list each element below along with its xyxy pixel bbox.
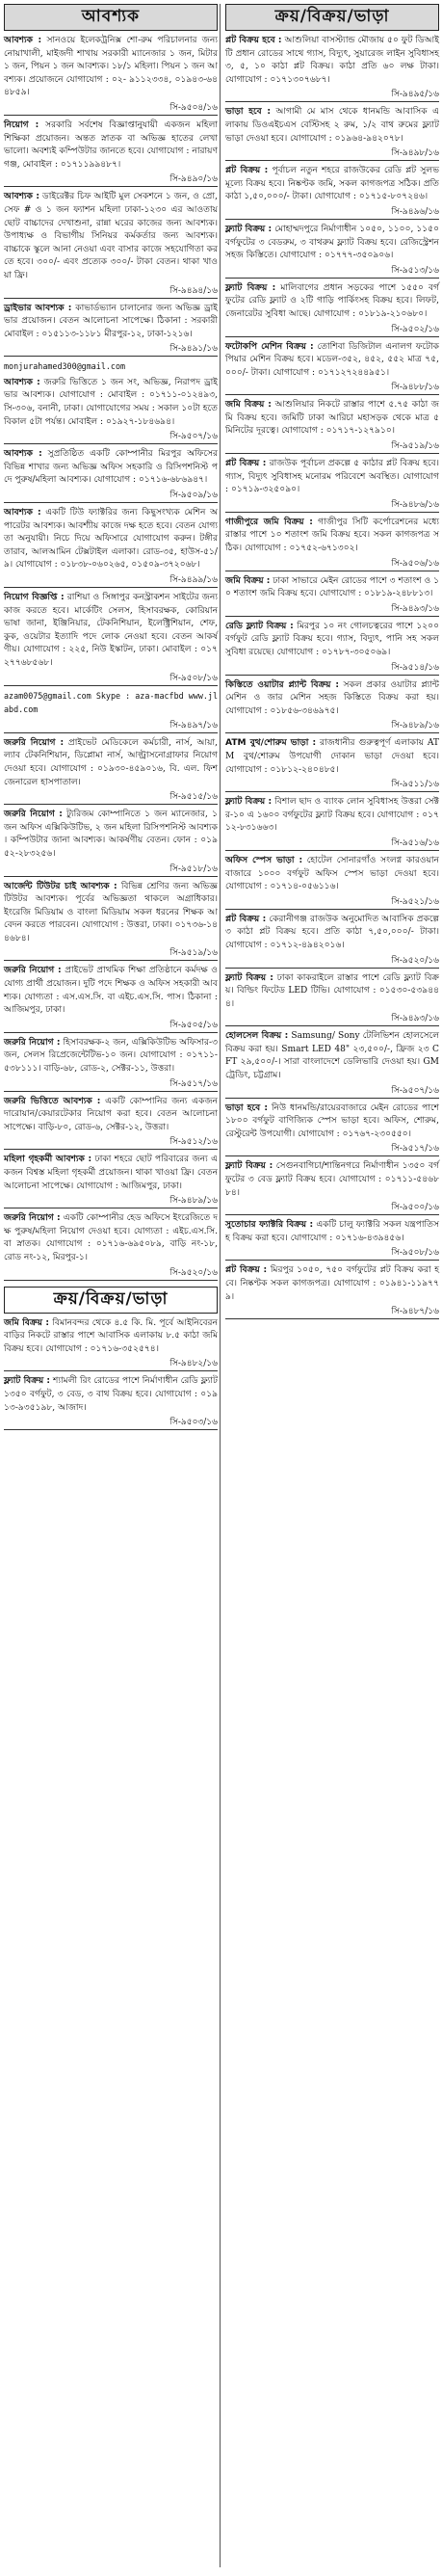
classified-ad — [225, 1160, 439, 1200]
ad-title: হোলসেল বিক্রয় : — [225, 1031, 289, 1042]
ad-body: ঢাকা কাকরাইলে রাস্তার পাশে রেডি ফ্ল্যাট বিক্রয়। বিল্ডিং ফিটেড LED টিভি। যোগাযোগ : ০১৫৩০-৫৩৯৪৪৪। — [225, 972, 439, 1009]
ad-code: সি-৯৫২১/১৬ — [225, 896, 439, 910]
buy-sell-ads-list — [225, 35, 439, 1319]
ad-title: ফ্ল্যাট বিক্রয় : — [4, 1376, 51, 1387]
ad-body: পূর্বাচল নতুন শহরে রাজউকের রেডি প্লট সুলভ মূল্যে বিক্রয় হবে। নিষ্কণ্টক জমি, সকল কাগজপত্র সঠিক। প্রতি কাঠা ১,৫০,০০০/- টাকা। যোগাযোগ : ০১৭১৫-৮০৭২৪৬। — [225, 166, 439, 202]
ad-body: গাজীপুর সিটি কর্পোরেশনের মধ্যে রাস্তার পাশে ১০ শতাংশ জমি বিক্রয় হবে। সকল কাগজপত্র সঠিক। যোগাযোগ : ০১৭৫২-৬৭১৩০২। — [225, 517, 439, 554]
classified-ad — [225, 855, 439, 894]
classified-ad — [225, 621, 439, 660]
ad-body: তোশিবা ডিজিটাল এনালগ ফটোকপিয়ার মেশিন বিক্রয় হবে। মডেল-৩৫২, ৪৫২, ৫৫২ মাত্র ৭৫,০০০/- টাকা। যোগাযোগ : ০১৭১২৭২৪৪৯৫১। — [225, 341, 440, 378]
ad-title: প্লট বিক্রয় : — [225, 914, 267, 924]
ad-code: সি-৯৪৯৩/১৬ — [225, 603, 439, 617]
ad-body: মিরপুর ১০ নং গোলচত্বরের পাশে ১২০০ বর্গফুট রেডি ফ্ল্যাট বিক্রয় হবে। গ্যাস, বিদ্যুৎ, পানি সহ সকল সুবিধা রয়েছে। যোগাযোগ : ০১৭৮৭-৩০৫০৬৯। — [225, 621, 439, 657]
classified-ad — [4, 965, 218, 1017]
ad-title: জরুরি নিয়োগ : — [4, 1213, 61, 1224]
ad-body: হিসাবরক্ষক-২ জন, এক্সিকিউটিভ অফিসার-৩ জন, সেলস রিপ্রেজেন্টেটিভ-১০ জন। যোগাযোগ : ০১৭১১-৫৩৮১১১। বাড়ি-৬৮, রোড-২, সেক্টর-১১, উত্তরা। — [4, 1037, 218, 1075]
ad-code: সি-৯৫০৭/১৬ — [225, 1085, 439, 1099]
ad-code: সি-৯৫০২/১৬ — [225, 324, 439, 337]
classified-ad — [225, 796, 439, 836]
ad-body: সেগুনবাগিচা/শান্তিনগরে নির্মাণাধীন ১৩৫০ বর্গফুটের ৩ বেড ফ্ল্যাট বিক্রয় হবে। যোগাযোগ : ০১৭১১-৫৪৬৮৮৪। — [225, 1161, 439, 1198]
ad-code: সি-৯৫০৮/১৬ — [4, 673, 218, 686]
classified-ad — [4, 592, 218, 671]
classified-ad — [4, 690, 218, 718]
section-header-wanted: আবশ্যক — [4, 4, 218, 31]
classified-ad — [4, 1212, 218, 1264]
ad-title: ATM বুথ/শোরুম ভাড়া : — [225, 738, 317, 749]
ad-title: আবশ্যক : — [4, 36, 42, 45]
ad-code: সি-৯৫১৪/১৬ — [225, 662, 439, 676]
ad-title: নিয়োগ : — [4, 120, 39, 130]
ad-code: সি-৯৪৯৭/১৬ — [4, 720, 218, 733]
ad-title: ফ্ল্যাট বিক্রয় : — [225, 282, 276, 293]
classified-ad — [225, 1030, 439, 1082]
classified-ad — [225, 575, 439, 601]
ad-body: আগামী মে মাস থেকে ধানমন্ডি আবাসিক এলাকায় ডিওএইচএস বেস্টিসহ ২ রুম, ১/২ বাথ রুমের ফ্ল্যাট ভাড়া দেওয়া হবে। যোগাযোগ : ০১৯৬৪-৯৪২০৭৮। — [225, 107, 439, 144]
ad-body: একটি টিউ ফ্যাক্টরির জন্য কিছুসংখ্যক মেশিন অপারেটর আবশ্যক। আবশ্যীয় কাজে দক্ষ হতে হবে। বেতন যোগ্যতা অনুযায়ী। নিচে দিয়ে অফিসারে যোগাযোগ করুন। টঙ্গীর তারাব, আলআমিন টেক্সটাইল এলাকা। রোড-৩৫, হাউস-৫১/৯। যোগাযোগ : ০১৮৩৮-০৬০২৬৫, ০১৫০৯-৩৭২০৬৮। — [4, 508, 218, 571]
ad-body: রাশিয়া ও সিঙ্গাপুর কনস্ট্রাকশন সাইটের জন্য কাজ করতে হবে। মার্কেটিং সেলস, হিসাবরক্ষক, কোরিয়ান ভাষা জানা, ইঞ্জিনিয়ার, টেকনিশিয়ান, ইলেক্ট্রিশিয়ান, শেফ, কুক, ওয়েটার ইত্যাদি পদে লোক নেওয়া হবে। বেতন আকর্ষণীয়। যোগাযোগ : ২২৫, নিউ ইস্কাটন, ঢাকা। মোবাইল : ০১৭২৭৭৬৮৫৬৮। — [4, 593, 218, 668]
ad-title: ভাড়া হবে : — [225, 107, 272, 118]
classified-ad — [225, 1219, 439, 1245]
ad-code: সি-৯৫০৯/১৬ — [4, 490, 218, 503]
ad-code: সি-৯৫১৫/১৬ — [4, 791, 218, 805]
ad-code: সি-৯৪৯১/১৬ — [4, 343, 218, 357]
ad-title: জমি বিক্রয় : — [225, 575, 271, 586]
ad-body: জরুরি ভিত্তিতে ১ জন সং, অভিজ্ঞ, নিরাপদ ড্রাইভার আবশ্যক। যোগাযোগ : মোবাইল : ০১৭১১-০১২৪৯৩, সি-৩০৬, বনানী, ঢাকা। যোগাযোগের সময় : সকাল ১০টা হতে বিকাল ৫টা পর্যন্ত। মোবাইল : ০১৯২৭-১৮৪৬৯৪। — [4, 377, 218, 427]
ad-title: ফ্ল্যাট বিক্রয় : — [225, 224, 273, 234]
classified-ad — [225, 341, 439, 381]
classified-ad — [4, 303, 218, 342]
ad-body: একটি কোম্পানির জন্য একজন দারোয়ান/কেয়ারটেকার নিয়োগ করা হবে। বেতন আলোচনা সাপেক্ষে। বাড়ি-৮০, রোড-৬, সেক্টর-১২, উত্তরা। — [4, 1096, 218, 1132]
ad-code: সি-৯৫১৬/১৬ — [225, 837, 439, 851]
ad-code: সি-৯৪৮৬/১৬ — [225, 499, 439, 513]
ad-body: নিউ ধানমন্ডি/রায়েরবাজারে মেইন রোডের পাশে ১৮০০ বর্গফুট বাণিজ্যিক স্পেস ভাড়া হবে। অফিস, শোরুম, রেস্টুরেন্ট উপযোগী। যোগাযোগ : ০১৭৬৭-২৩০৫৫০। — [225, 1102, 439, 1139]
ad-title: ড্রাইভার আবশ্যক : — [4, 303, 72, 313]
ad-code: সি-৯৪৯০/১৬ — [4, 173, 218, 187]
ad-body: রাজধানীর গুরুত্বপূর্ণ এলাকায় ATM বুথ/শোরুম উপযোগী দোকান ভাড়া দেওয়া হবে। যোগাযোগ : ০১৮১২-২৪০৪৮৫। — [225, 738, 440, 775]
ad-body: বিভিন্ন শ্রেণির জন্য অভিজ্ঞ টিউটর আবশ্যক। পূর্বের অভিজ্ঞতা থাকলে অগ্রাধিকার। ইংরেজি মিডিয়াম ও বাংলা মিডিয়াম সকল ধরনের শিক্ষক আবেদন করতে পারবেন। যোগাযোগ : উত্তরা, ঢাকা। ০১৭৩৬-১৪৪৬৮৪। — [4, 881, 218, 943]
classified-ad — [4, 737, 218, 789]
classified-ad — [4, 377, 218, 429]
ad-code: সি-৯৪৯৬/১৬ — [225, 206, 439, 220]
classified-ad — [4, 191, 218, 282]
ad-title: গাজীপুরে জমি বিক্রয় : — [225, 517, 313, 527]
classified-ad — [4, 1037, 218, 1076]
ad-body: রাজউক পূর্বাচল প্রকল্পে ৫ কাঠার প্লট বিক্রয় হবে। গ্যাস, বিদ্যুৎ সুবিধাসহ মনোরম পরিবেশে অবস্থিত। যোগাযোগ : ০১৭১৯-৩২৫০৯০। — [225, 459, 439, 495]
ad-body: আশুলিয়ার নিকটে রাস্তার পাশে ৫.৭৫ কাঠা জমি বিক্রয় হবে। জমিটি ঢাকা আরিচা মহাসড়ক থেকে মাত্র ৫ মিনিটের দূরত্বে। যোগাযোগ : ০১৭১৭-১২৭৯১০। — [225, 400, 439, 437]
ad-code: সি-৯৫০৮/১৬ — [225, 1247, 439, 1261]
column-divider — [220, 4, 221, 2567]
ad-code: সি-৯৫০৫/১৬ — [4, 1020, 218, 1033]
ad-code: সি-৯৫১১/১৬ — [225, 779, 439, 792]
ad-title: ফ্ল্যাট বিক্রয় : — [225, 797, 273, 808]
classified-ad — [225, 1102, 439, 1142]
ad-body: সুপ্রতিষ্ঠিত একটি কোম্পানীর মিরপুর অফিসের বিভিন্ন শাখার জন্য অভিজ্ঞ অফিস সহকারি ও রিসিপশনিস্ট পদে পুরুষ/মহিলা আবশ্যক। যোগাযোগ : ০১৭১৬-৬৮৬৯৪৭। — [4, 449, 218, 486]
classified-ad — [225, 972, 439, 1012]
ad-body: একটি কোম্পানীর হেড অফিসে ইংরেজিতে দক্ষ পুরুষ/মহিলা নিয়োগ দেওয়া হবে। যোগ্যতা : এইচ.এস.সি. বা স্নাতক। যোগাযোগ : ০১৭১৬-৬৯৫০৮৯, বাড়ি নং-১৮, রোড নং-১২, মিরপুর-১। — [4, 1213, 218, 1262]
ad-title: কিস্তিতে ওয়াটার প্ল্যান্ট বিক্রয় : — [225, 679, 339, 690]
ad-title: মহিলা গৃহকর্মী আবশ্যক : — [4, 1155, 92, 1165]
ad-code: সি-৯৪৮২/১৬ — [4, 1358, 218, 1371]
ad-title: আর্জেন্ট টিউটর চাই আবশ্যক : — [4, 881, 117, 891]
ad-code: সি-৯৪৯৮/১৬ — [225, 147, 439, 161]
ad-body: সকল প্রকার ওয়াটার প্ল্যান্ট মেশিন ও জার মেশিন সহজ কিস্তিতে বিক্রয় করা হয়। যোগাযোগ : ০১৮৫৬-৩৪৬৯৭৫। — [225, 679, 439, 716]
ad-body: মালিবাগের প্রধান সড়কের পাশে ১৫৫০ বর্গফুটের রেডি ফ্ল্যাট ও ২টি গাড়ি পার্কিংসহ বিক্রয় হবে। লিফট, জেনারেটর সুবিধা আছে। যোগাযোগ : ০১৮১৯-২১০৬৮০। — [225, 282, 439, 319]
ad-title: ফটোকপি মেশিন বিক্রয় : — [225, 341, 314, 352]
ad-code: সি-৯৫০৭/১৬ — [4, 431, 218, 444]
ad-body: প্রাইভেট মেডিকেলে কর্মচারী, নার্স, আয়া, ল্যাব টেকনিশিয়ান, ডিপ্লোমা নার্স, আল্ট্রাসনোগ্রাফার নিয়োগ দেওয়া হবে। যোগাযোগ : ০১৯৩০-৪৫৯০১৬, বি. এল. ফিশ জেনারেল হাসপাতাল। — [4, 737, 218, 787]
ad-code: সি-৯৫০০/১৬ — [225, 1202, 439, 1215]
ad-title: প্লট বিক্রয় : — [225, 1265, 268, 1276]
ad-code: সি-৯৫১৩/১৬ — [225, 265, 439, 279]
ad-code: সি-৯৪৮৯/১৬ — [4, 1195, 218, 1208]
classified-ad — [4, 507, 218, 572]
classified-ad — [4, 1154, 218, 1193]
ad-title: জরুরি নিয়োগ : — [4, 810, 63, 820]
right-column — [225, 4, 439, 1323]
ad-body: প্রাইভেট প্রাথমিক শিক্ষা প্রতিষ্ঠানে কর্মদক্ষ ও যোগ্য প্রার্থী প্রয়োজন। দুটি পদে শিক্ষক ও অফিস সহকারী আবশ্যক। যোগ্যতা : এস.এস.সি. বা এইচ.এস.সি. পাস। ঠিকানা : আজিমপুর, ঢাকা। — [4, 966, 218, 1016]
ad-title: ফ্ল্যাট বিক্রয় : — [225, 1161, 273, 1172]
ad-body: সানওয়ে ইলেকট্রনিক্স শো-রুম পরিচালনার জন্য নোয়াখালী, মাইজদী শাখায় সরকারী ম্যানেজার ১ জন, মিটার ১ জন, পিয়ন ১ জন আবশ্যক। ১৮/১ মহিলা। পিয়ন ১ জন আবশ্যক। প্রয়োজনে যোগাযোগ : ০২- ৯১১২৩৩৪, ০১৯৪৩-৬৪৪৮৫৯। — [4, 36, 218, 98]
classified-ad — [225, 679, 439, 719]
ad-code: সি-৯৫১৯/১৬ — [4, 947, 218, 961]
ad-body: ঢাকা সাভারে মেইন রোডের পাশে ৩ শতাংশ ও ১০ শতাংশ জমি বিক্রয় হবে। যোগাযোগ : ০১৮১৯-২৪৮৮১৩। — [225, 575, 439, 599]
classified-ad — [225, 35, 439, 87]
ad-code: সি-৯৪৮৯/১৬ — [225, 720, 439, 733]
classified-ad — [4, 120, 218, 172]
classified-ad — [225, 737, 439, 777]
classified-ad — [225, 282, 439, 322]
ad-title: প্লট বিক্রয় হবে : — [225, 36, 282, 45]
ad-title: আবশ্যক : — [4, 377, 40, 387]
ad-body: হোটেল সোনারগাঁও সংলগ্ন কারওয়ান বাজারে ১০০০ বর্গফুট অফিস স্পেস ভাড়া দেওয়া হবে। যোগাযোগ : ০১৭১৪-০৫৬১১৬। — [225, 855, 439, 892]
ad-body: শ্যামলী রিং রোডের পাশে নির্মাণাধীন রেডি ফ্ল্যাট ১৩৫০ বর্গফুট, ৩ বেড, ৩ বাথ বিক্রয় হবে। যোগাযোগ : ০১৯১৩-৯৩৫১৯৮, আজাদ। — [4, 1376, 218, 1413]
ad-code: সি-৯৪৮৭/১৬ — [225, 1306, 439, 1319]
ad-email[interactable]: monjurahamed300@gmail.com — [4, 361, 126, 372]
classified-ad — [225, 106, 439, 146]
wanted-ads-list — [4, 35, 218, 1281]
ad-code: সি-৯৫০৩/১৬ — [4, 1417, 218, 1430]
ad-code: সি-৯৫১৭/১৬ — [4, 1078, 218, 1092]
ad-body: মিরপুর ১০৫০, ৭৫০ বর্গফুটের প্লট বিক্রয় করা হবে। নিষ্কণ্টক সকল কাগজপত্র। যোগাযোগ : ০১৯৪১-১১৯৭৭৯। — [225, 1265, 439, 1302]
ad-body: আশুলিয়া বাসস্ট্যান্ড মৌজায় ৫০ ফুট ডিআইটি প্রধান রোডের সাথে গ্যাস, বিদ্যুৎ, সুয়ারেজ লাইন সুবিধাসহ ৩, ৫, ১০ কাঠা প্লট বিক্রয়। কাঠা প্রতি ৬০ লক্ষ টাকা। যোগাযোগ : ০১৭১৩০৭৬৮৭। — [225, 36, 439, 85]
ad-title: জরুরি নিয়োগ : — [4, 1037, 61, 1048]
ad-title: জমি বিক্রয় : — [4, 1317, 50, 1328]
classified-ad — [225, 224, 439, 263]
buy-sell-ads-list-left — [4, 1317, 218, 1431]
classified-ad — [225, 399, 439, 438]
ad-title: জমি বিক্রয় : — [225, 400, 272, 411]
ad-title: অফিস স্পেস ভাড়া : — [225, 855, 303, 865]
ad-code: সি-৯৫০৬/১৬ — [225, 558, 439, 571]
ad-code: সি-৯৪৯৫/১৬ — [225, 89, 439, 102]
ad-code: সি-৯৫০৪/১৬ — [4, 102, 218, 116]
classified-ad — [4, 881, 218, 946]
ad-code: সি-৯৫২০/১৬ — [4, 1267, 218, 1281]
classified-ad — [4, 1317, 218, 1357]
classified-ad — [4, 35, 218, 100]
ad-title: আবশ্যক : — [4, 449, 42, 460]
ad-code: সি-৯৪৯৯/১৬ — [4, 574, 218, 588]
ad-code: সি-৯৫১৮/১৬ — [4, 863, 218, 877]
ad-body: কেরানীগঞ্জ রাজউক অনুমোদিত আবাসিক প্রকল্পে ৩ কাঠা প্লট বিক্রয় হবে। প্রতি কাঠা ৭,৫০,০০০/- টাকা। যোগাযোগ : ০১৭১২-৪৯৪২০১৬। — [225, 914, 439, 950]
ad-title: প্লট বিক্রয় : — [225, 459, 267, 469]
ad-code: সি-৯৪৯৪/১৬ — [4, 285, 218, 299]
classified-ad — [225, 914, 439, 953]
classified-ad — [4, 360, 218, 375]
ad-title: ফ্ল্যাট বিক্রয় : — [225, 972, 273, 983]
ad-body: বিশাল ছাদ ও ব্যাংক লোন সুবিধাসহ উত্তরা সেক্টর-১০ এ ১৬০০ বর্গফুটের ফ্ল্যাট বিক্রয় হবে। যোগাযোগ : ০১৭১২-৮৩১৬৬৩। — [225, 797, 439, 834]
ad-title: রেডি ফ্ল্যাট বিক্রয় : — [225, 621, 294, 631]
classified-ad — [225, 165, 439, 204]
ad-title: জরুরি নিয়োগ : — [4, 737, 65, 748]
ad-body: কাভার্ডভ্যান চালানোর জন্য অভিজ্ঞ ড্রাইভার প্রয়োজন। বেতন আলোচনা সাপেক্ষে। ঠিকানা : সরকারী মোবাইল : ০১৫১১৩-১১৮১ মীরপুর-১২, ঢাকা-১২১৬। — [4, 303, 218, 339]
ad-code: সি-৯৫১৯/১৬ — [225, 440, 439, 454]
ad-body: মোহাম্মদপুরে নির্মাণাধীন ১০৫০, ১১০০, ১১৫০ বর্গফুটের ৩ বেডরুম, ৩ বাথরুম ফ্ল্যাট বিক্রয় হবে। রেজিস্ট্রেশন সহজ কিস্তিতে। যোগাযোগ : ০১৭৭৭-৩৫০৯০৬। — [225, 224, 439, 261]
ad-code: সি-৯৫২০/১৬ — [225, 955, 439, 969]
classified-ad — [4, 448, 218, 488]
ad-title: জরুরি ভিত্তিতে আবশ্যক : — [4, 1096, 101, 1106]
ad-code: সি-৯৫১২/১৬ — [4, 1136, 218, 1150]
left-column — [4, 4, 218, 1434]
classified-ad — [4, 1096, 218, 1135]
classified-ad — [4, 809, 218, 861]
classified-ad — [4, 1375, 218, 1415]
classified-ad — [225, 458, 439, 497]
classified-ad — [225, 1264, 439, 1304]
ad-body: ডাইরেক্টর চিফ আইটি মুল সেকশনে ১ জন, ও প্রো, সেফ # ও ১ জন ফ্যাশন মহিলা ঢাকা-১২৩০ এর আওতায় ছোট বাচ্চাদের দেখাশুনা, রান্না ঘরের কাজের জন্য আবশ্যক। উপাধ্যক্ষ ও বিভাগীয় সিনিয়র কর্মকর্তার জন্য আবশ্যক। বাচ্চাকে স্কুলে আনা নেওয়া এবং বাসার কাজে সহযোগিতা করতে হবে। ৩০০/- এবং প্রত্যেক ৩০০/- টাকা বেতন। থাকা খাওয়া ফ্রি। — [4, 192, 218, 280]
ad-code: সি-৯৪৯৩/১৬ — [225, 1013, 439, 1026]
ad-title: ভাড়া হবে : — [225, 1102, 269, 1113]
ad-email[interactable]: azam0075@gmail.com Skype : aza-macfbd www.jlabd.com — [4, 690, 218, 715]
ad-code: সি-৯৫১৭/১৬ — [225, 1143, 439, 1156]
ad-body: ট্যুরিজম কোম্পানিতে ১ জন ম্যানেজার, ১ জন অফিস এক্সিকিউটিভ, ২ জন মহিলা রিসিপশনিস্ট আবশ্যক। কম্পিউটার জানা আবশ্যক। আকর্ষণীয় বেতন। ফোন : ০১৯৫২-২৮৩২৫৬। — [4, 810, 218, 859]
section-header-buy-sell-rent: ক্রয়/বিক্রয়/ভাড়া — [225, 4, 439, 31]
ad-code: সি-৯৪৮৮/১৬ — [225, 382, 439, 395]
classified-ad — [225, 517, 439, 556]
ad-title: আবশ্যক : — [4, 508, 41, 518]
ad-title: জরুরি নিয়োগ : — [4, 966, 62, 976]
ad-body: সরকারি সর্বশেষ বিজ্ঞাপ্তানুযায়ী একজন মহিলা শিক্ষিকা প্রয়োজন। অন্তত স্নাতক বা অভিজ্ঞ হাতের লেখা ভালো। অবশ্যই কম্পিউটার জানতে হবে। যোগাযোগ : নারায়ণগঞ্জ, মোবাইল : ০১৭১১৯৯৪৮৭। — [4, 120, 218, 170]
ad-body: Samsung/ Sony টেলিভিশন হোলসেলে বিক্রয় করা হয়। Smart LED 48" ২৩,৫০০/-, ফ্রিজ ২৩ CFT ২৯,৫০০/-। সারা বাংলাদেশে ডেলিভারি দেওয়া হয়। GM ট্রেডিং, চট্টগ্রাম। — [225, 1031, 439, 1081]
ad-body: একটি চালু ফ্যাক্টরি সকল যন্ত্রপাতিসহ বিক্রয় করা হবে। যোগাযোগ : ০১৭১৬-৪৩৯৪৫৬। — [225, 1220, 439, 1243]
ad-title: সুতোচার ফ্যাক্টরি বিক্রয় : — [225, 1220, 314, 1231]
ad-body: বিমানবন্দর থেকে ৪.৫ কি. মি. পূর্বে আইনিবেরন বাড়ির নিকটে রাস্তার পাশে আবাসিক এলাকায় ৮.৫ কাঠা জমি বিক্রয় হবে। যোগাযোগ : ০১৭১৬-৩৫২৫৭৪। — [4, 1317, 218, 1354]
ad-body: ঢাকা শহরে ছোট পরিবারের জন্য একজন বিশ্বস্ত মহিলা গৃহকর্মী প্রয়োজন। থাকা খাওয়া ফ্রি। বেতন আলোচনা সাপেক্ষে। যোগাযোগ : আজিমপুর, ঢাকা। — [4, 1155, 218, 1191]
ad-title: প্লট বিক্রয় : — [225, 166, 269, 176]
ad-title: নিয়োগ বিজ্ঞপ্তি : — [4, 593, 65, 602]
ad-title: আবশ্যক : — [4, 192, 39, 202]
section-header-buy-sell-rent-left: ক্রয়/বিক্রয়/ভাড়া — [4, 1287, 218, 1314]
